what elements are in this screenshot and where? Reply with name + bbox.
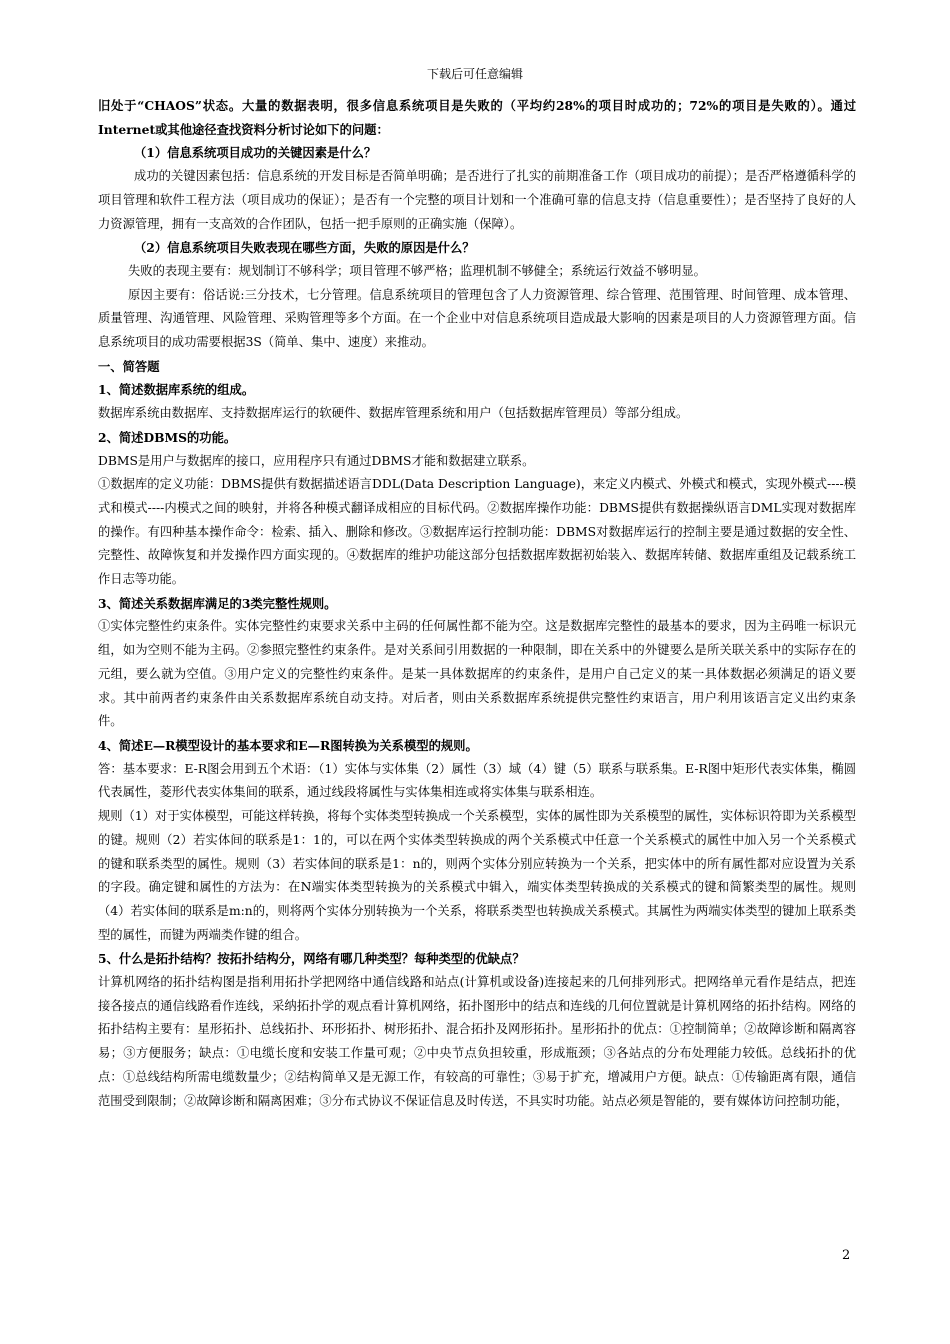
question-heading: 3、简述关系数据库满足的3类完整性规则。 bbox=[98, 595, 337, 611]
paragraph: DBMS是用户与数据库的接口，应用程序只有通过DBMS才能和数据建立联系。 bbox=[98, 453, 535, 468]
question-heading: 1、简述数据库系统的组成。 bbox=[98, 382, 255, 398]
question-heading: 5、什么是拓扑结构？按拓扑结构分，网络有哪几种类型？每种类型的优缺点？ bbox=[98, 951, 525, 967]
question-heading: 2、简述DBMS的功能。 bbox=[98, 429, 237, 445]
paragraph: 成功的关键因素包括：信息系统的开发目标是否简单明确；是否进行了扎实的前期准备工作（项目成功的前提）；是否严格遵循科学的项目管理和软件工程方法（项目成功的保证）；是否有一个完整的项目计划和一个准确可靠的信息支持（信息重要性）；是否坚持了良好的人力资源管理，拥有一支高效的合作团队，包括一把手原则的正确实施（保障）。 bbox=[98, 169, 856, 231]
paragraph: 答：基本要求：E-R图会用到五个术语：（1）实体与实体集（2）属性（3）域（4）键（5）联系与联系集。E-R图中矩形代表实体集，椭圆代表属性，菱形代表实体集间的联系，通过线段将属性与实体集相连或将实体集与联系相连。 bbox=[98, 761, 856, 800]
paragraph: 失败的表现主要有：规划制订不够科学；项目管理不够严格；监理机制不够健全；系统运行效益不够明显。 bbox=[128, 263, 706, 278]
section-heading: 一、简答题 bbox=[98, 358, 160, 374]
paragraph: 旧处于“CHAOS”状态。大量的数据表明，很多信息系统项目是失败的（平均约28%的项目时成功的；72%的项目是失败的）。通过Internet或其他途径查找资料分析讨论如下的问题： bbox=[98, 98, 856, 137]
paragraph: （2）信息系统项目失败表现在哪些方面，失败的原因是什么？ bbox=[134, 240, 475, 256]
paragraph: 计算机网络的拓扑结构图是指利用拓扑学把网络中通信线路和站点(计算机或设备)连接起来的几何排列形式。把网络单元看作是结点，把连接各接点的通信线路看作连线，采纳拓扑学的观点看计算机网络，拓扑图形中的结点和连线的几何位置就是计算机网络的拓扑结构。网络的拓扑结构主要有：星形拓扑、总线拓扑、环形拓扑、树形拓扑、混合拓扑及网形拓扑。星形拓扑的优点：①控制简单；②故障诊断和隔离容易；③方便服务；缺点：①电缆长度和安装工作量可观；②中央节点负担较重，形成瓶颈；③各站点的分布处理能力较低。总线拓扑的优点：①总线结构所需电缆数量少；②结构简单又是无源工作，有较高的可靠性；③易于扩充，增减用户方便。缺点：①传输距离有限，通信范围受到限制；②故障诊断和隔离困难；③分布式协议不保证信息及时传送，不具实时功能。站点必须是智能的，要有媒体访问控制功能， bbox=[98, 975, 856, 1108]
question-heading: 4、简述E—R模型设计的基本要求和E—R图转换为关系模型的规则。 bbox=[98, 737, 478, 753]
paragraph: （1）信息系统项目成功的关键因素是什么？ bbox=[134, 145, 377, 161]
page-header: 下载后可任意编辑 bbox=[426, 67, 523, 81]
paragraph: ①实体完整性约束条件。实体完整性约束要求关系中主码的任何属性都不能为空。这是数据库完整性的最基本的要求，因为主码唯一标识元组，如为空则不能为主码。②参照完整性约束条件。是对关系间引用数据的一种限制，即在关系中的外键要么是所关联关系中的实际存在的元组，要么就为空值。③用户定义的完整性约束条件。是某一具体数据库的约束条件，是用户自己定义的某一具体数据必须满足的语义要求。其中前两者约束条件由关系数据库系统自动支持。对后者，则由关系数据库系统提供完整性约束语言，用户利用该语言定义出约束条件。 bbox=[98, 619, 856, 729]
paragraph: ①数据库的定义功能：DBMS提供有数据描述语言DDL(Data Description Language)，来定义内模式、外模式和模式，实现外模式----模式和模式----内模式之间的映射，并将各种模式翻译成相应的目标代码。②数据库操作功能：DBMS提供有数据操纵语言DML实现对数据库的操作。有四种基本操作命令：检索、插入、删除和修改。③数据库运行控制功能：DBMS对数据库运行的控制主要是通过数据的安全性、完整性、故障恢复和并发操作四方面实现的。④数据库的维护功能这部分包括数据库数据初始装入、数据库转储、数据库重组及记载系统工作日志等功能。 bbox=[98, 477, 856, 587]
paragraph: 数据库系统由数据库、支持数据库运行的软硬件、数据库管理系统和用户（包括数据库管理员）等部分组成。 bbox=[98, 406, 689, 421]
paragraph: 原因主要有：俗话说:三分技术，七分管理。信息系统项目的管理包含了人力资源管理、综合管理、范围管理、时间管理、成本管理、质量管理、沟通管理、风险管理、采购管理等多个方面。在一个企业中对信息系统项目造成最大影响的因素是项目的人力资源管理方面。信息系统项目的成功需要根据3S（简单、集中、速度）来推动。 bbox=[98, 287, 856, 350]
document-body bbox=[98, 94, 856, 1113]
page-number: 2 bbox=[842, 1248, 851, 1263]
paragraph: 规则（1）对于实体模型，可能这样转换，将每个实体类型转换成一个关系模型，实体的属性即为关系模型的属性，实体标识符即为关系模型的键。规则（2）若实体间的联系是1：1的，可以在两个实体类型转换成的两个关系模式中任意一个关系模式的属性中加入另一个关系模式的键和联系类型的属性。规则（3）若实体间的联系是1：n的，则两个实体分别应转换为一个关系，把实体中的所有属性都对应设置为关系的字段。确定键和属性的方法为：在N端实体类型转换为的关系模式中辑入，端实体类型转换成的关系模式的键和简繁类型的属性。规则（4）若实体间的联系是m:n的，则将两个实体分别转换为一个关系，将联系类型也转换成关系模式。其属性为两端实体类型的键加上联系类型的属性，而键为两端类作键的组合。 bbox=[98, 809, 856, 942]
